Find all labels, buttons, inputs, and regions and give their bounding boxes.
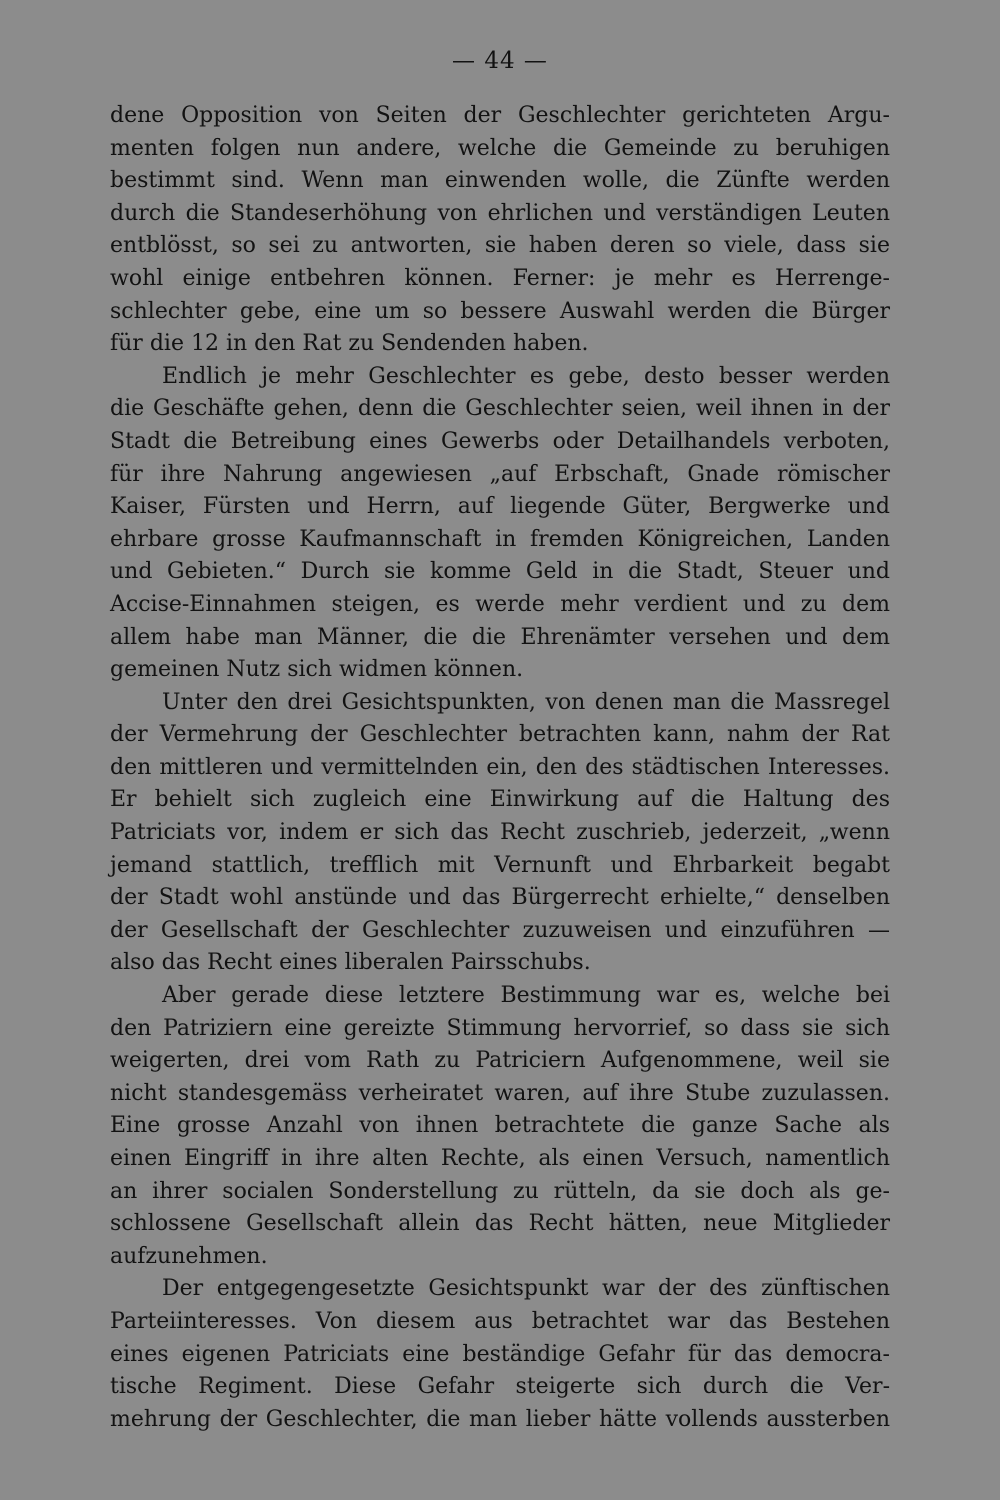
text-line: der Vermehrung der Geschlechter betrachten kann, nahm der Rat xyxy=(110,722,890,748)
paragraph xyxy=(110,100,890,361)
text-line: weigerten, drei vom Rath zu Patriciern Aufgenommene, weil sie xyxy=(110,1048,890,1074)
text-line: die Geschäfte gehen, denn die Geschlechter seien, weil ihnen in der xyxy=(110,396,890,422)
text-line: den mittleren und vermittelnden ein, den des städtischen Interesses. xyxy=(110,754,890,780)
text-line: menten folgen nun andere, welche die Gemeinde zu beruhigen xyxy=(110,135,890,161)
paragraph xyxy=(110,980,890,1273)
text-line: Parteiinteresses. Von diesem aus betrachtet war das Bestehen xyxy=(110,1308,890,1334)
text-line: tische Regiment. Diese Gefahr steigerte sich durch die Ver- xyxy=(110,1374,890,1400)
text-line: Er behielt sich zugleich eine Einwirkung auf die Haltung des xyxy=(110,787,890,813)
text-line: Kaiser, Fürsten und Herrn, auf liegende Güter, Bergwerke und xyxy=(110,494,890,520)
paragraph xyxy=(110,361,890,687)
text-line: Stadt die Betreibung eines Gewerbs oder Detailhandels verboten, xyxy=(110,428,890,454)
text-line: Unter den drei Gesichtspunkten, von denen man die Massregel xyxy=(162,689,890,715)
text-line: schlossene Gesellschaft allein das Recht hätten, neue Mitglieder xyxy=(110,1211,890,1237)
text-line: den Patriziern eine gereizte Stimmung hervorrief, so dass sie sich xyxy=(110,1015,890,1041)
text-line: gemeinen Nutz sich widmen können. xyxy=(110,657,524,683)
text-line: also das Recht eines liberalen Pairsschubs. xyxy=(110,950,591,976)
paragraph xyxy=(110,687,890,980)
text-line: Patriciats vor, indem er sich das Recht zuschrieb, jederzeit, „wenn xyxy=(110,820,890,846)
text-line: für die 12 in den Rat zu Sendenden haben. xyxy=(110,331,589,357)
text-line: dene Opposition von Seiten der Geschlechter gerichteten Argu- xyxy=(110,103,890,128)
body-text xyxy=(110,100,890,1436)
text-line: Endlich je mehr Geschlechter es gebe, desto besser werden xyxy=(162,363,890,389)
text-line: jemand stattlich, trefflich mit Vernunft und Ehrbarkeit begabt xyxy=(110,852,890,878)
text-line: Accise-Einnahmen steigen, es werde mehr verdient und zu dem xyxy=(110,591,890,617)
text-line: der Gesellschaft der Geschlechter zuzuweisen und einzuführen — xyxy=(110,917,890,943)
text-line: der Stadt wohl anstünde und das Bürgerrecht erhielte,“ denselben xyxy=(110,885,890,911)
text-line: mehrung der Geschlechter, die man lieber hätte vollends aussterben xyxy=(110,1406,890,1432)
text-line: aufzunehmen. xyxy=(110,1243,268,1269)
text-line: Der entgegengesetzte Gesichtspunkt war der des zünftischen xyxy=(162,1276,890,1302)
text-line: einen Eingriff in ihre alten Rechte, als einen Versuch, namentlich xyxy=(110,1146,890,1171)
text-line: allem habe man Männer, die die Ehrenämter versehen und dem xyxy=(110,624,890,650)
text-line: nicht standesgemäss verheiratet waren, auf ihre Stube zuzulassen. xyxy=(110,1080,890,1106)
text-line: und Gebieten.“ Durch sie komme Geld in die Stadt, Steuer und xyxy=(110,559,890,585)
text-line: entblösst, so sei zu antworten, sie haben deren so viele, dass sie xyxy=(110,233,890,259)
text-line: durch die Standeserhöhung von ehrlichen und verständigen Leuten xyxy=(110,200,890,226)
text-line: bestimmt sind. Wenn man einwenden wolle, die Zünfte werden xyxy=(110,168,890,194)
text-line: schlechter gebe, eine um so bessere Auswahl werden die Bürger xyxy=(110,298,890,324)
text-line: an ihrer socialen Sonderstellung zu rütteln, da sie doch als ge- xyxy=(110,1178,890,1204)
text-line: eines eigenen Patriciats eine beständige Gefahr für das democra- xyxy=(110,1341,890,1367)
text-line: für ihre Nahrung angewiesen „auf Erbschaft, Gnade römischer xyxy=(110,461,890,487)
text-line: Aber gerade diese letztere Bestimmung war es, welche bei xyxy=(162,983,890,1009)
text-line: Eine grosse Anzahl von ihnen betrachtete die ganze Sache als xyxy=(110,1113,890,1139)
text-line: ehrbare grosse Kaufmannschaft in fremden Königreichen, Landen xyxy=(110,526,890,552)
page-number: — 44 — xyxy=(452,48,548,74)
paragraph xyxy=(110,1273,890,1436)
text-line: wohl einige entbehren können. Ferner: je mehr es Herrenge- xyxy=(110,265,890,291)
